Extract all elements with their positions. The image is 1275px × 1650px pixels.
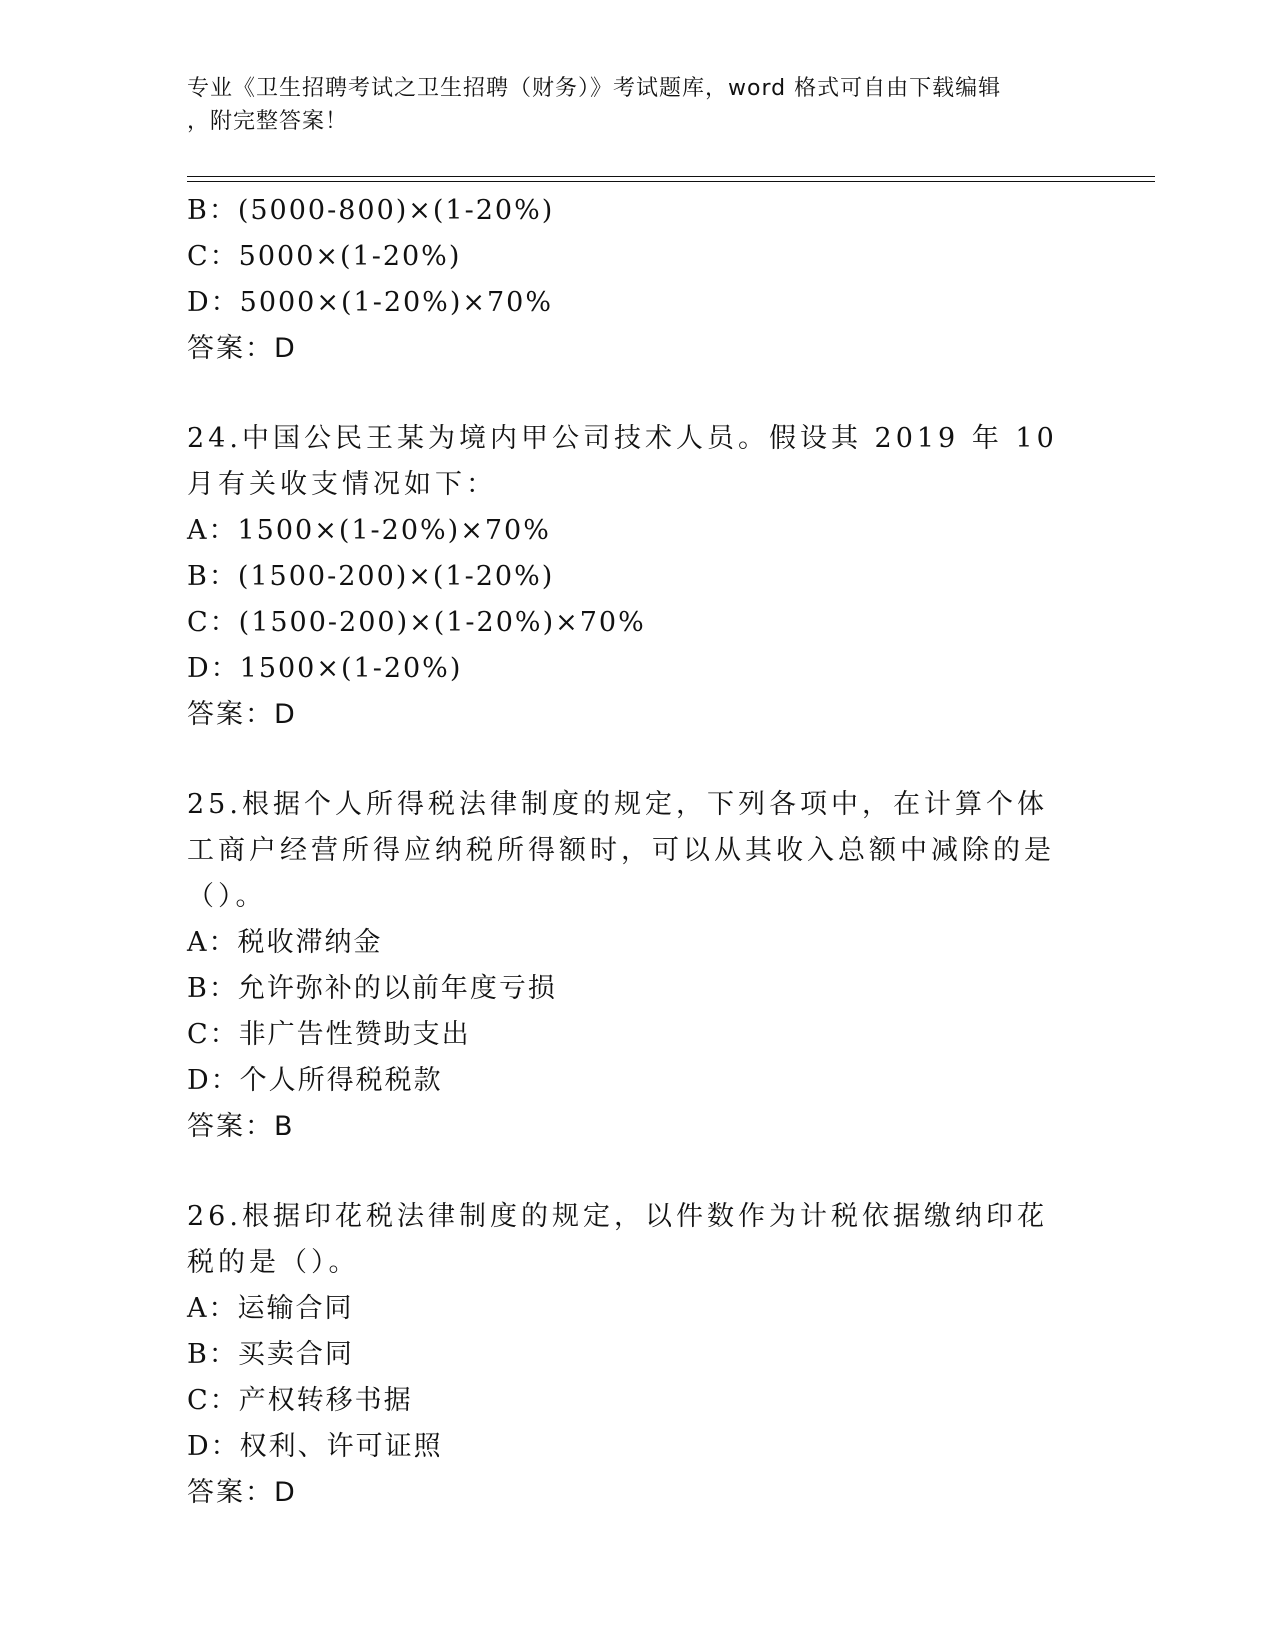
option-c: C：(1500-200)×(1-20%)×70% xyxy=(187,607,646,638)
option-c: C：5000×(1-20%) xyxy=(187,241,462,272)
spacer xyxy=(187,1150,1087,1194)
option-a: A：1500×(1-20%)×70% xyxy=(187,515,551,546)
answer-line: 答案：D xyxy=(187,333,297,364)
option-b: B：允许弥补的以前年度亏损 xyxy=(187,973,557,1004)
option-d: D：5000×(1-20%)×70% xyxy=(187,287,553,318)
answer-line: 答案：D xyxy=(187,1477,297,1508)
question-24 xyxy=(187,416,1087,738)
option-b: B：(1500-200)×(1-20%) xyxy=(187,561,555,592)
question-25 xyxy=(187,782,1087,1150)
question-stem: 25.根据个人所得税法律制度的规定，下列各项中，在计算个体工商户经营所得应纳税所得额时，可以从其收入总额中减除的是（）。 xyxy=(187,789,1055,912)
option-d: D：1500×(1-20%) xyxy=(187,653,463,684)
question-26 xyxy=(187,1194,1087,1516)
option-a: A：税收滞纳金 xyxy=(187,927,383,958)
spacer xyxy=(187,372,1087,416)
option-c: C：非广告性赞助支出 xyxy=(187,1019,471,1050)
header-line-1: 专业《卫生招聘考试之卫生招聘（财务）》考试题库，word 格式可自由下载编辑 xyxy=(187,76,1002,101)
header-rule-top xyxy=(187,176,1155,177)
option-c: C：产权转移书据 xyxy=(187,1385,413,1416)
option-d: D：个人所得税税款 xyxy=(187,1065,443,1096)
answer-line: 答案：D xyxy=(187,699,297,730)
question-list xyxy=(187,188,1087,1516)
header-rule-bottom xyxy=(187,181,1155,182)
answer-line: 答案：B xyxy=(187,1111,295,1142)
option-b: B：买卖合同 xyxy=(187,1339,354,1370)
question-23 xyxy=(187,188,1087,372)
document-header xyxy=(187,72,1067,138)
option-d: D：权利、许可证照 xyxy=(187,1431,443,1462)
spacer xyxy=(187,738,1087,782)
question-stem: 26.根据印花税法律制度的规定，以件数作为计税依据缴纳印花税的是（）。 xyxy=(187,1201,1048,1278)
option-a: A：运输合同 xyxy=(187,1293,354,1324)
header-line-2: ，附完整答案！ xyxy=(187,109,349,134)
question-stem: 24.中国公民王某为境内甲公司技术人员。假设其 2019 年 10 月有关收支情况如下： xyxy=(187,423,1058,500)
option-b: B：(5000-800)×(1-20%) xyxy=(187,195,555,226)
